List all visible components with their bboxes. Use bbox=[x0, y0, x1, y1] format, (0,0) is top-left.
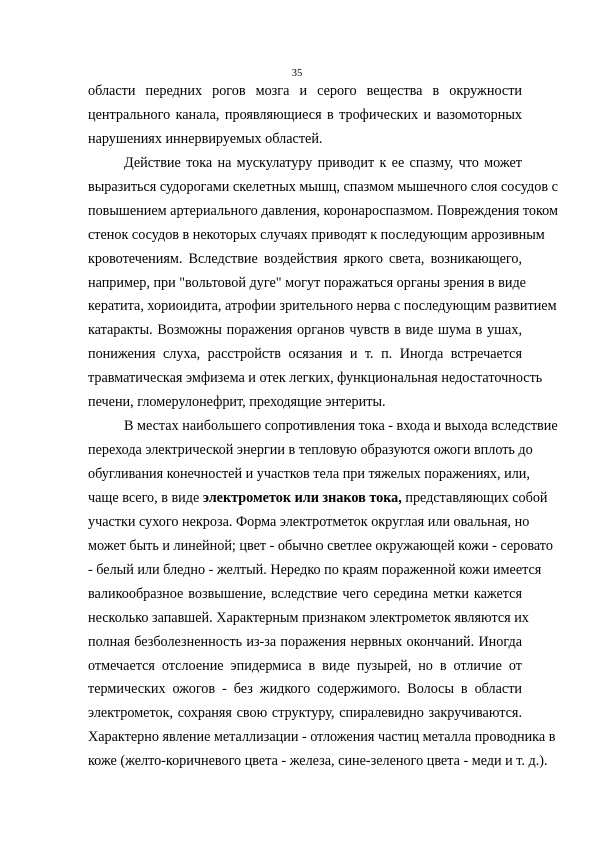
text-line bbox=[88, 535, 553, 559]
text-line bbox=[88, 678, 522, 702]
text-run: - белый или бледно - желтый. Нередко по краям пораженной кожи имеется bbox=[88, 561, 542, 578]
text-run: области передних рогов мозга и серого вещества в окружности bbox=[88, 83, 522, 99]
text-run: коже (желто-коричневого цвета - железа, сине-зеленого цвета - меди и т. д.). bbox=[88, 753, 548, 770]
text-run: отмечается отслоение эпидермиса в виде пузырей, но в отличие от bbox=[88, 657, 522, 674]
text-run: термических ожогов - без жидкого содержимого. Волосы в области bbox=[88, 681, 522, 698]
text-run: Действие тока на мускулатуру приводит к ее спазму, что может bbox=[124, 154, 522, 171]
text-line bbox=[88, 439, 533, 463]
text-run: выразиться судорогами скелетных мышц, спазмом мышечного слоя сосудов с bbox=[88, 178, 558, 195]
text-run: центрального канала, проявляющиеся в трофических и вазомоторных bbox=[88, 106, 522, 123]
bold-term: электрометок или знаков тока, bbox=[202, 489, 402, 506]
text-run: В местах наибольшего сопротивления тока - входа и выхода вследствие bbox=[124, 418, 558, 435]
text-run: несколько запавшей. Характерным признаком электрометок являются их bbox=[88, 609, 529, 626]
text-line bbox=[88, 391, 522, 415]
text-run: Характерно явление металлизации - отложения частиц металла проводника в bbox=[88, 729, 556, 746]
text-run: чаще всего, в виде bbox=[88, 489, 203, 506]
text-run: электрометок, сохраняя свою структуру, спиралевидно закручиваются. bbox=[88, 705, 522, 722]
text-line bbox=[88, 128, 522, 152]
text-run: перехода электрической энергии в тепловую образуются ожоги вплоть до bbox=[88, 442, 533, 459]
text-line bbox=[88, 248, 522, 272]
text-line bbox=[88, 343, 522, 367]
text-line bbox=[88, 702, 522, 726]
text-line bbox=[88, 176, 558, 200]
text-line bbox=[88, 295, 557, 319]
text-line bbox=[88, 152, 522, 176]
text-run: участки сухого некроза. Форма электротметок округлая или овальная, но bbox=[88, 513, 530, 530]
text-run: представляющих собой bbox=[401, 489, 548, 506]
text-line bbox=[88, 487, 548, 511]
text-line bbox=[88, 463, 530, 487]
text-run: кератита, хориоидита, атрофии зрительного нерва с последующим развитием bbox=[88, 298, 557, 315]
text-line bbox=[88, 726, 556, 750]
text-line bbox=[88, 559, 542, 583]
text-run: может быть и линейной; цвет - обычно светлее окружающей кожи - серовато bbox=[88, 537, 553, 554]
text-line bbox=[88, 655, 522, 679]
page-number: 35 bbox=[291, 68, 303, 79]
text-line bbox=[88, 583, 522, 607]
text-run: обугливания конечностей и участков тела при тяжелых поражениях, или, bbox=[88, 466, 530, 482]
text-line bbox=[88, 200, 558, 224]
text-run: полная безболезненность из-за поражения нервных окончаний. Иногда bbox=[88, 633, 522, 650]
text-run: кровотечениям. Вследствие воздействия яркого света, возникающего, bbox=[88, 250, 522, 267]
text-run: валикообразное возвышение, вследствие чего середина метки кажется bbox=[88, 585, 522, 602]
text-line bbox=[88, 367, 543, 391]
text-line bbox=[88, 80, 522, 104]
text-line bbox=[88, 104, 522, 128]
text-line bbox=[88, 511, 530, 535]
text-line bbox=[88, 319, 522, 343]
text-line bbox=[88, 631, 522, 655]
text-run: печени, гломерулонефрит, преходящие энтериты. bbox=[88, 394, 386, 411]
text-run: травматическая эмфизема и отек легких, функциональная недостаточность bbox=[88, 370, 543, 387]
text-line bbox=[88, 415, 558, 439]
text-run: стенок сосудов в некоторых случаях приводят к последующим аррозивным bbox=[88, 226, 545, 243]
document-body bbox=[88, 80, 558, 774]
text-run: повышением артериального давления, коронароспазмом. Повреждения током bbox=[88, 202, 558, 219]
text-run: понижения слуха, расстройств осязания и т. п. Иногда встречается bbox=[88, 346, 522, 363]
text-run: нарушениях иннервируемых областей. bbox=[88, 130, 323, 147]
text-run: катаракты. Возможны поражения органов чувств в виде шума в ушах, bbox=[88, 322, 522, 339]
text-line bbox=[88, 607, 529, 631]
text-line bbox=[88, 750, 548, 774]
text-run: например, при "вольтовой дуге" могут поражаться органы зрения в виде bbox=[88, 274, 526, 291]
text-line bbox=[88, 272, 526, 296]
text-line bbox=[88, 224, 545, 248]
